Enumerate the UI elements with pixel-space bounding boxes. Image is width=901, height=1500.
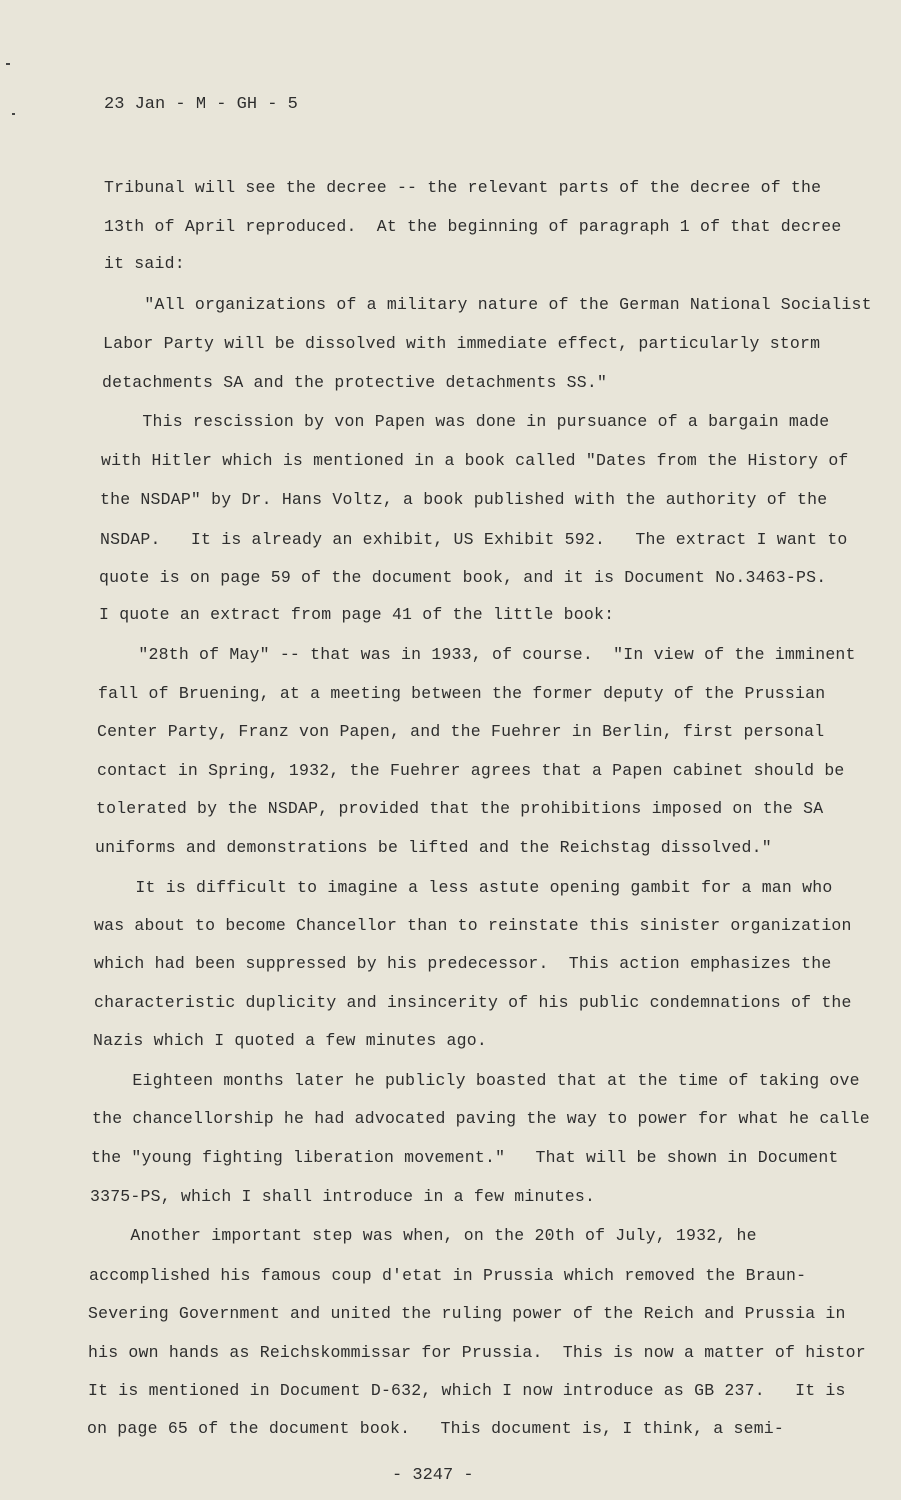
text-line: the chancellorship he had advocated paving the way to power for what he calle	[92, 1109, 870, 1128]
text-line: uniforms and demonstrations be lifted and the Reichstag dissolved."	[95, 838, 772, 857]
text-line: Nazis which I quoted a few minutes ago.	[93, 1031, 487, 1050]
text-line: on page 65 of the document book. This document is, I think, a semi-	[87, 1419, 785, 1438]
text-line: contact in Spring, 1932, the Fuehrer agrees that a Papen cabinet should be	[97, 761, 845, 780]
text-line: his own hands as Reichskommissar for Prussia. This is now a matter of histor	[88, 1343, 866, 1362]
text-line: Eighteen months later he publicly boasted that at the time of taking ove	[92, 1071, 860, 1090]
text-line: characteristic duplicity and insincerity of his public condemnations of the	[94, 993, 852, 1012]
page-number: - 3247 -	[392, 1466, 474, 1485]
text-line: the NSDAP" by Dr. Hans Voltz, a book published with the authority of the	[100, 490, 828, 509]
text-line: tolerated by the NSDAP, provided that the prohibitions imposed on the SA	[96, 799, 824, 818]
text-line: "All organizations of a military nature of the German National Socialist	[104, 295, 872, 314]
text-line: accomplished his famous coup d'etat in Prussia which removed the Braun-	[89, 1266, 807, 1285]
text-line: "28th of May" -- that was in 1933, of course. "In view of the imminent	[98, 645, 856, 664]
text-line: was about to become Chancellor than to reinstate this sinister organization	[94, 916, 852, 935]
text-line: with Hitler which is mentioned in a book called "Dates from the History of	[101, 451, 849, 470]
text-line: the "young fighting liberation movement." That will be shown in Document	[91, 1148, 839, 1167]
text-line: I quote an extract from page 41 of the little book:	[99, 605, 615, 624]
edge-mark	[6, 63, 10, 65]
text-line: NSDAP. It is already an exhibit, US Exhibit 592. The extract I want to	[100, 530, 848, 549]
text-line: It is difficult to imagine a less astute opening gambit for a man who	[95, 878, 833, 897]
text-line: it said:	[104, 254, 185, 273]
text-line: Tribunal will see the decree -- the relevant parts of the decree of the	[104, 178, 822, 197]
text-line: 13th of April reproduced. At the beginning of paragraph 1 of that decree	[104, 217, 842, 236]
text-line: quote is on page 59 of the document book, and it is Document No.3463-PS.	[99, 568, 827, 587]
text-line: 3375-PS, which I shall introduce in a few minutes.	[90, 1187, 596, 1206]
text-line: which had been suppressed by his predecessor. This action emphasizes the	[94, 954, 832, 973]
text-line: This rescission by von Papen was done in pursuance of a bargain made	[102, 412, 830, 431]
edge-mark	[12, 113, 15, 115]
text-line: detachments SA and the protective detachments SS."	[102, 373, 608, 392]
text-line: fall of Bruening, at a meeting between the former deputy of the Prussian	[98, 684, 826, 703]
text-line: Another important step was when, on the 20th of July, 1932, he	[90, 1226, 757, 1245]
text-line: Labor Party will be dissolved with immediate effect, particularly storm	[103, 334, 821, 353]
text-line: Severing Government and united the ruling power of the Reich and Prussia in	[88, 1304, 846, 1323]
text-line: Center Party, Franz von Papen, and the Fuehrer in Berlin, first personal	[97, 722, 825, 741]
text-line: It is mentioned in Document D-632, which I now introduce as GB 237. It is	[88, 1381, 846, 1400]
page-header: 23 Jan - M - GH - 5	[104, 95, 298, 114]
